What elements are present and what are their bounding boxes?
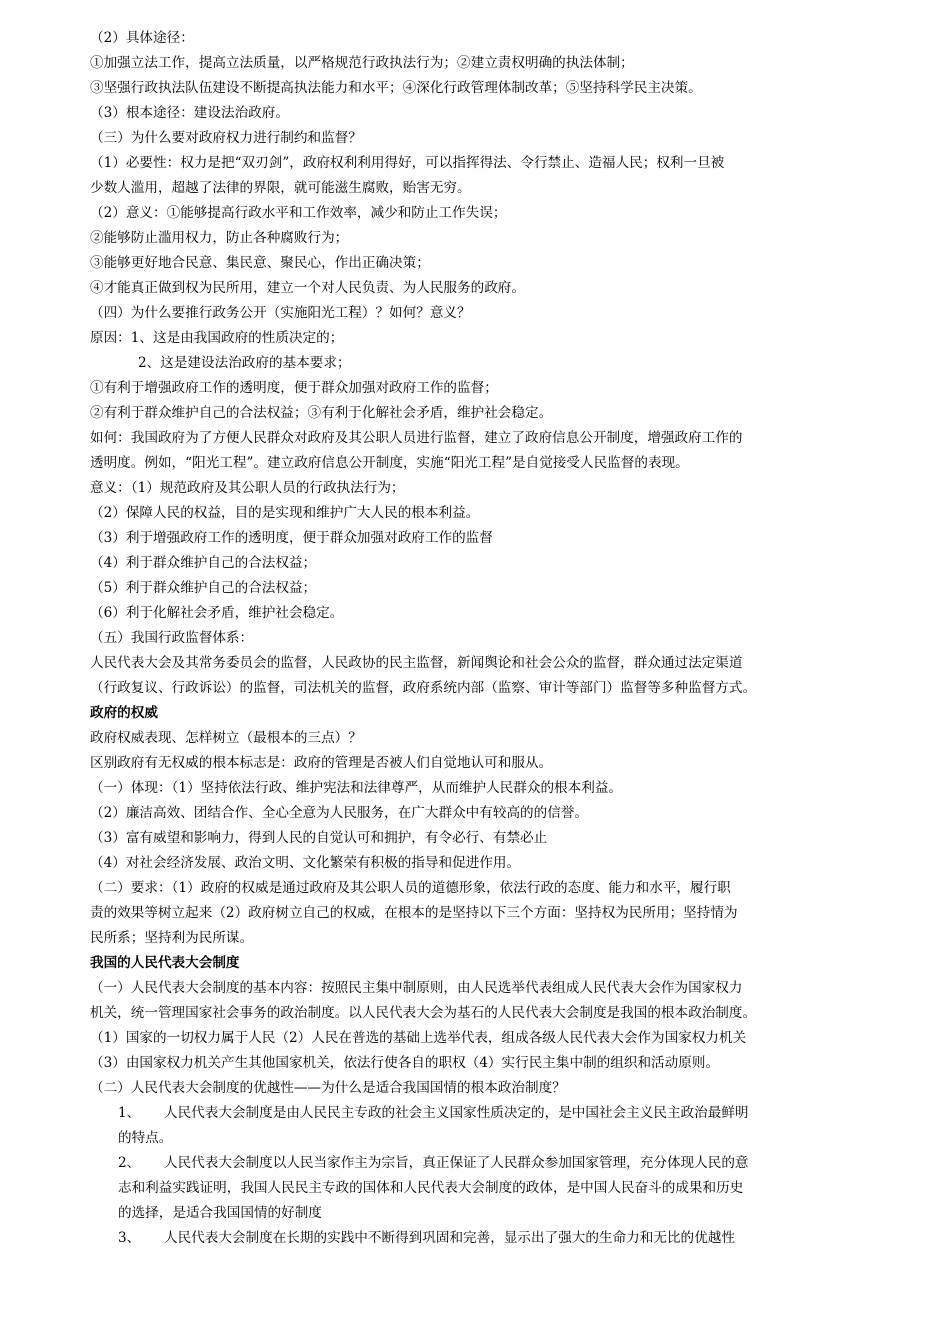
text-line: 2、这是建设法治政府的基本要求；: [138, 355, 351, 371]
text-line: （1）必要性：权力是把“双刃剑”，政府权利利用得好，可以指挥得法、令行禁止、造福人民；权利一旦被: [90, 155, 725, 171]
text-line: 如何：我国政府为了方便人民群众对政府及其公职人员进行监督，建立了政府信息公开制度，增强政府工作的: [90, 430, 743, 446]
text-line: （一）体现：（1）坚持依法行政、维护宪法和法律尊严，从而维护人民群众的根本利益。: [90, 780, 623, 796]
chapter-title: 政府的权威: [90, 705, 158, 721]
text-line: （6）利于化解社会矛盾，维护社会稳定。: [90, 605, 344, 621]
text-line: （二）要求：（1）政府的权威是通过政府及其公职人员的道德形象，依法行政的态度、能力和水平，履行职: [90, 880, 731, 896]
text-line: （一）人民代表大会制度的基本内容：按照民主集中制原则，由人民选举代表组成人民代表大会作为国家权力: [90, 980, 743, 996]
text-line: （1）国家的一切权力属于人民（2）人民在普选的基础上选举代表，组成各级人民代表大会作为国家权力机关: [90, 1030, 747, 1046]
text-line: 人民代表大会及其常务委员会的监督，人民政协的民主监督，新闻舆论和社会公众的监督，群众通过法定渠道: [90, 655, 743, 671]
text-line: 透明度。例如，“阳光工程”。建立政府信息公开制度，实施“阳光工程”是自觉接受人民监督的表现。: [90, 455, 689, 471]
text-line: ①加强立法工作，提高立法质量，以严格规范行政执法行为；②建立责权明确的执法体制；: [90, 55, 634, 71]
text-line: ②有利于群众维护自己的合法权益；③有利于化解社会矛盾，维护社会稳定。: [90, 405, 553, 421]
text-line: 政府权威表现、怎样树立（最根本的三点）？: [90, 730, 362, 746]
list-item-text: 人民代表大会制度在长期的实践中不断得到巩固和完善，显示出了强大的生命力和无比的优越性: [164, 1230, 735, 1246]
text-line: （2）廉洁高效、团结合作、全心全意为人民服务，在广大群众中有较高的的信誉。: [90, 805, 589, 821]
section-heading: （三）为什么要对政府权力进行制约和监督？: [90, 130, 362, 146]
text-line: ①有利于增强政府工作的透明度，便于群众加强对政府工作的监督；: [90, 380, 498, 396]
text-line: （3）根本途径：建设法治政府。: [90, 105, 289, 121]
text-line: （3）富有威望和影响力，得到人民的自觉认可和拥护，有令必行、有禁必止: [90, 830, 548, 846]
text-line: （3）利于增强政府工作的透明度，便于群众加强对政府工作的监督: [90, 530, 493, 546]
text-line: （2）保障人民的权益，目的是实现和维护广大人民的根本利益。: [90, 505, 480, 521]
text-line: ④才能真正做到权为民所用，建立一个对人民负责、为人民服务的政府。: [90, 280, 525, 296]
section-heading: （四）为什么要推行政务公开（实施阳光工程）？如何？意义？: [90, 305, 471, 321]
text-line: （4）对社会经济发展、政治文明、文化繁荣有积极的指导和促进作用。: [90, 855, 521, 871]
list-number: 3、: [118, 1230, 141, 1246]
text-line: （5）利于群众维护自己的合法权益；: [90, 580, 317, 596]
text-line: 区别政府有无权威的根本标志是：政府的管理是否被人们自觉地认可和服从。: [90, 755, 553, 771]
section-heading: （二）人民代表大会制度的优越性——为什么是适合我国国情的根本政治制度？: [90, 1080, 566, 1096]
list-item-text: 人民代表大会制度以人民当家作主为宗旨，真正保证了人民群众参加国家管理，充分体现人民的意: [164, 1155, 749, 1171]
text-line: 民所系；坚持利为民所谋。: [90, 930, 254, 946]
chapter-title: 我国的人民代表大会制度: [90, 955, 240, 971]
list-item-text: 人民代表大会制度是由人民民主专政的社会主义国家性质决定的，是中国社会主义民主政治最鲜明: [164, 1105, 749, 1121]
text-line: ②能够防止滥用权力，防止各种腐败行为；: [90, 230, 349, 246]
text-line: ③能够更好地合民意、集民意、聚民心，作出正确决策；: [90, 255, 430, 271]
list-item-text: 志和利益实践证明，我国人民民主专政的国体和人民代表大会制度的政体，是中国人民奋斗的成果和历史: [118, 1180, 744, 1196]
text-line: （3）由国家权力机关产生其他国家机关，依法行使各自的职权（4）实行民主集中制的组织和活动原则。: [90, 1055, 720, 1071]
section-heading: （五）我国行政监督体系：: [90, 630, 254, 646]
list-item-text: 的选择，是适合我国国情的好制度: [118, 1205, 322, 1221]
text-line: （4）利于群众维护自己的合法权益；: [90, 555, 317, 571]
list-item-text: 的特点。: [118, 1130, 173, 1146]
text-line: 原因：1、这是由我国政府的性质决定的；: [90, 330, 344, 346]
text-line: 机关，统一管理国家社会事务的政治制度。以人民代表大会为基石的人民代表大会制度是我国的根本政治制度。: [90, 1005, 757, 1021]
list-number: 2、: [118, 1155, 141, 1171]
text-line: 少数人滥用，超越了法律的界限，就可能滋生腐败，贻害无穷。: [90, 180, 471, 196]
text-line: （2）具体途径：: [90, 30, 194, 46]
text-line: （行政复议、行政诉讼）的监督，司法机关的监督，政府系统内部（监察、审计等部门）监督等多种监督方式。: [90, 680, 757, 696]
list-number: 1、: [118, 1105, 141, 1121]
text-line: ③坚强行政执法队伍建设不断提高执法能力和水平；④深化行政管理体制改革；⑤坚持科学民主决策。: [90, 80, 702, 96]
text-line: 责的效果等树立起来（2）政府树立自己的权威，在根本的是坚持以下三个方面：坚持权为民所用；坚持情为: [90, 905, 738, 921]
text-line: 意义：（1）规范政府及其公职人员的行政执法行为；: [90, 480, 405, 496]
text-line: （2）意义：①能够提高行政水平和工作效率，减少和防止工作失误；: [90, 205, 507, 221]
